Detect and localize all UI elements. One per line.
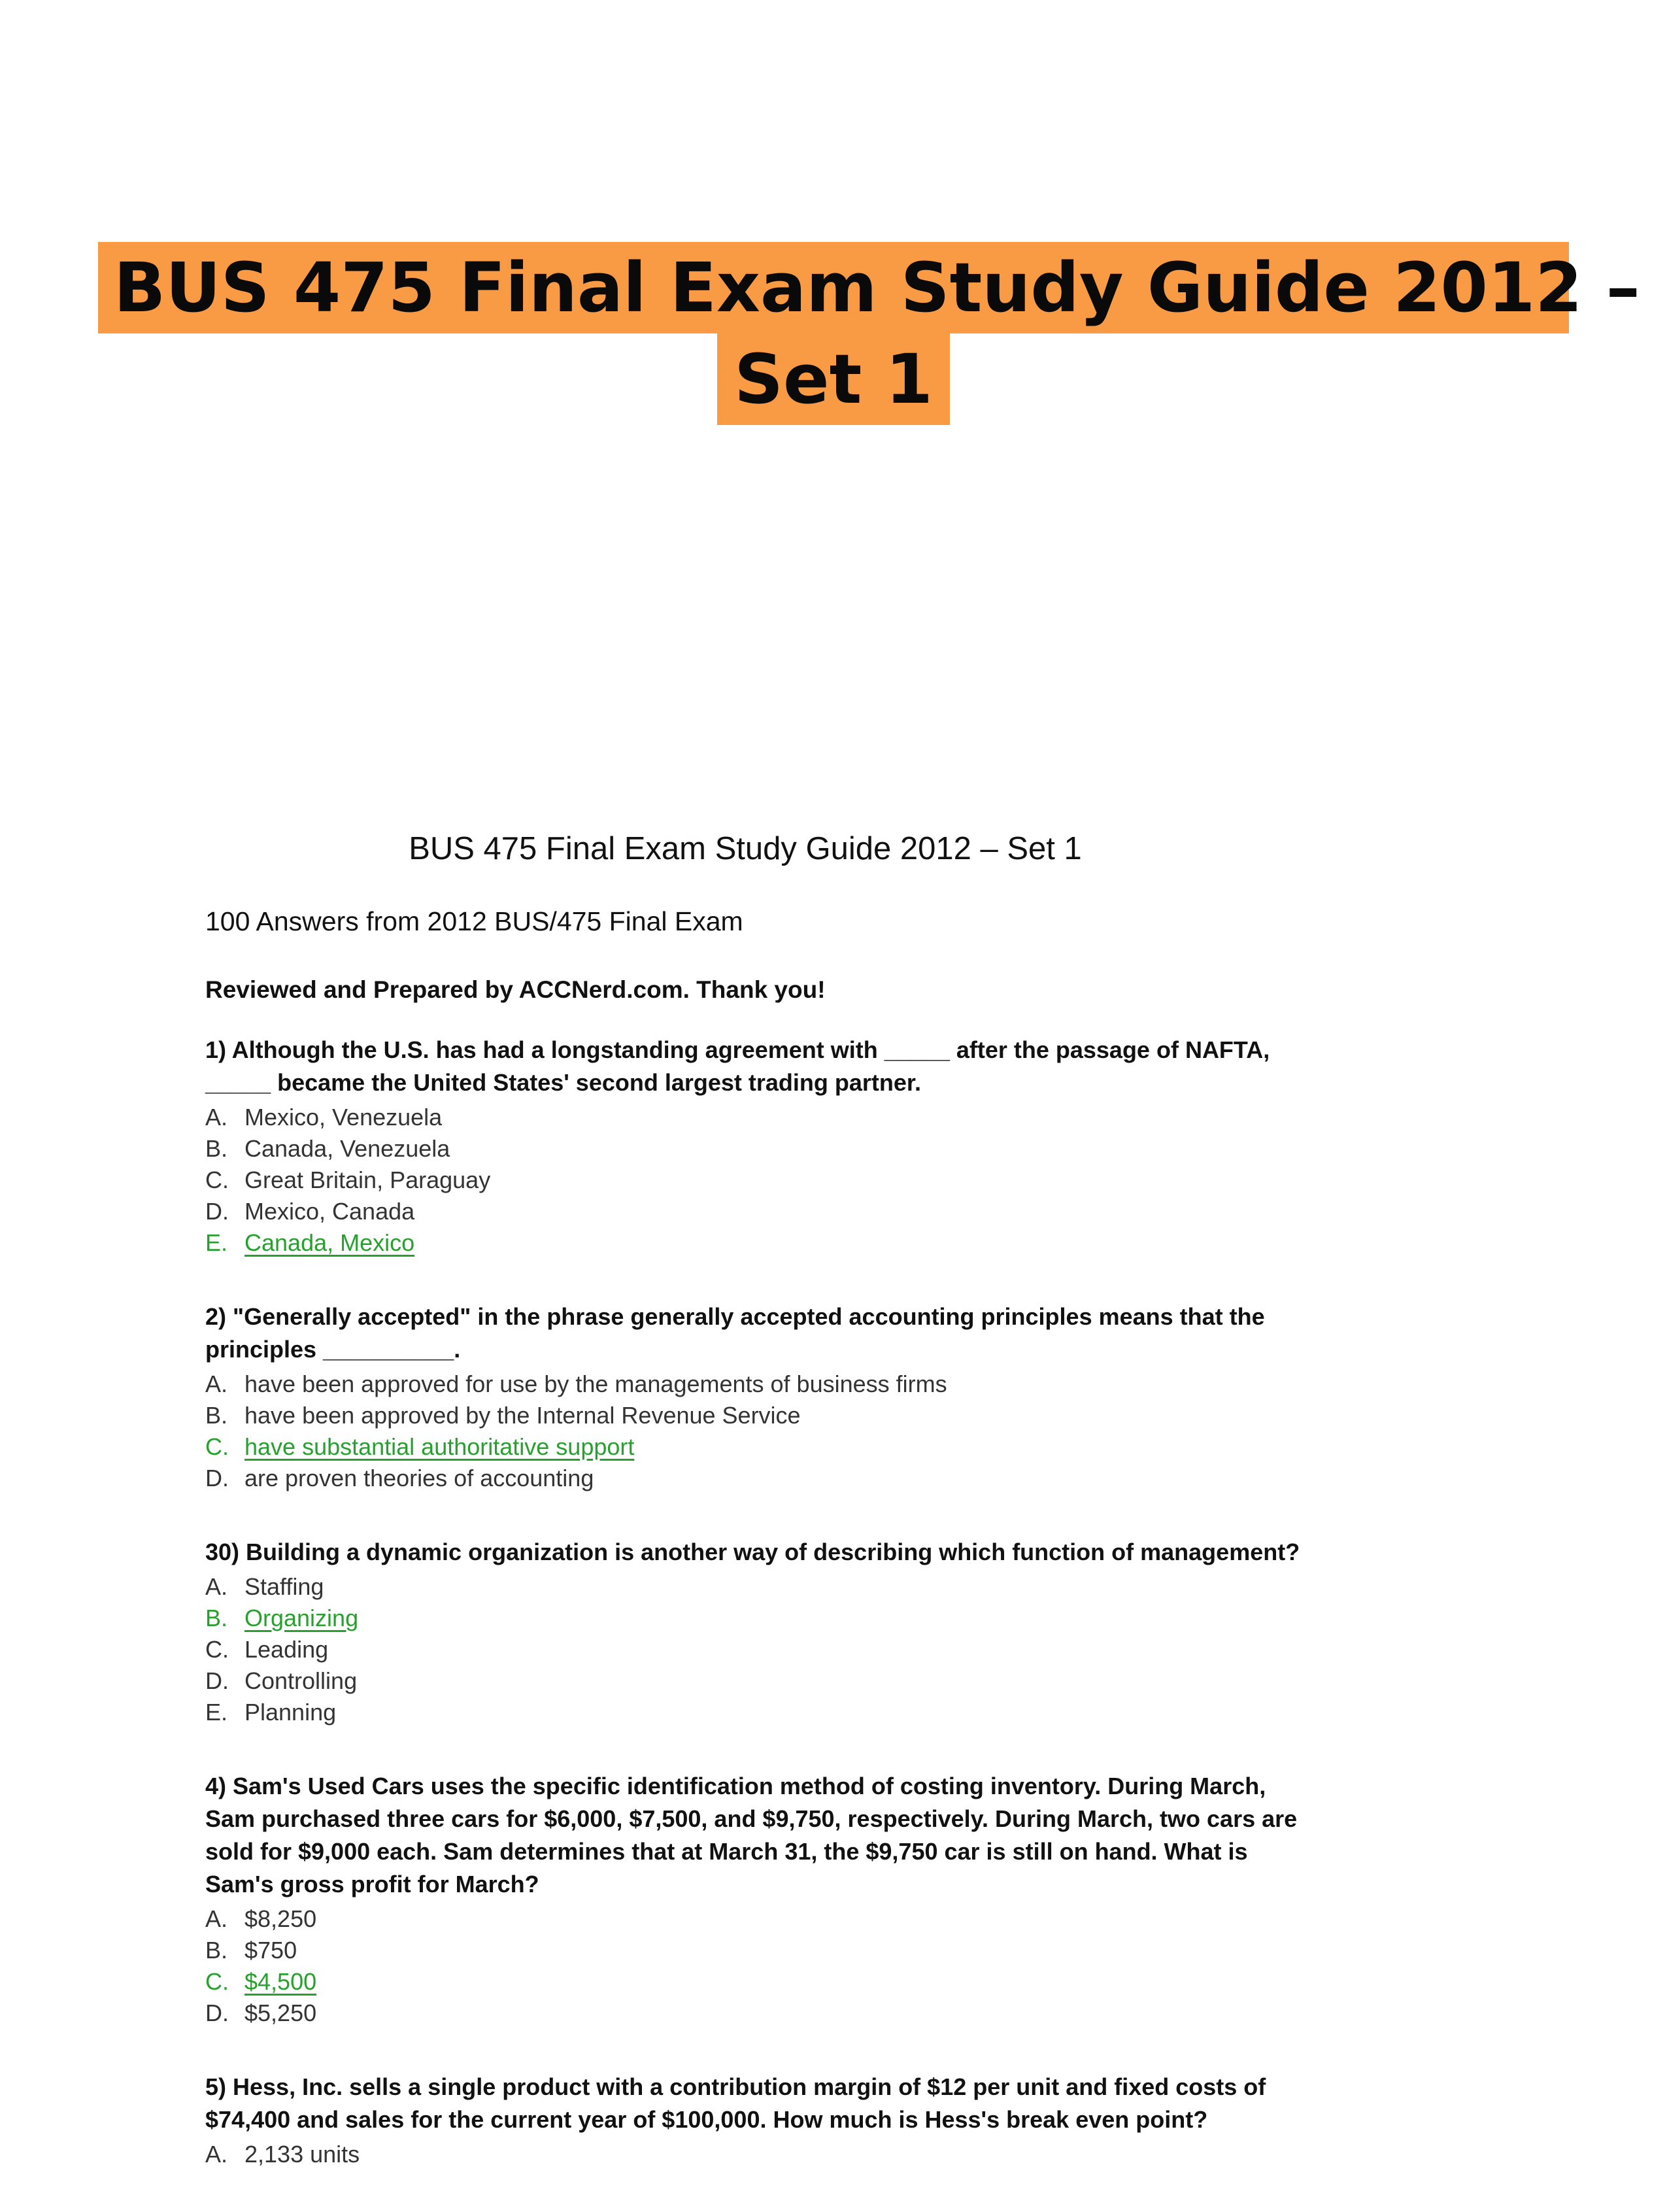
option-letter: C. [205,1636,229,1663]
option-text: Mexico, Venezuela [244,1104,443,1131]
option-letter: C. [205,1968,229,1995]
answer-option [205,2139,1317,2170]
correct-answer-option [205,1603,1317,1634]
option-letter: A. [205,1104,228,1131]
answer-option [205,1998,1317,2029]
option-text: 2,133 units [244,2141,360,2168]
option-letter: B. [205,1605,228,1631]
answer-option [205,1903,1317,1935]
answer-options [205,2139,1317,2170]
question-text: 1) Although the U.S. has had a longstanding agreement with _____ after the passage of NAFTA, _____ became the United States' second largest trading partner. [205,1036,1270,1096]
page-title [0,242,1667,425]
option-letter: A. [205,1905,228,1932]
answer-options [205,1369,1317,1494]
question-item [205,1770,1317,2029]
option-letter: E. [205,1229,228,1256]
option-letter: B. [205,1135,228,1162]
answer-option [205,1165,1317,1196]
correct-answer-option [205,1227,1317,1259]
correct-answer-option [205,1431,1317,1463]
answer-option [205,1571,1317,1603]
document-body [205,830,1317,2212]
answer-option [205,1935,1317,1966]
option-text: $5,250 [244,1999,317,2026]
document-title: BUS 475 Final Exam Study Guide 2012 – Set 1 [409,831,1082,866]
question-item [205,1536,1317,1728]
option-text: Canada, Mexico [244,1229,415,1256]
option-text: $4,500 [244,1968,317,1995]
option-letter: D. [205,1465,229,1491]
answer-option [205,1369,1317,1400]
option-letter: C. [205,1433,229,1460]
option-text: Leading [244,1636,329,1663]
question-item [205,2071,1317,2170]
option-letter: A. [205,2141,228,2168]
option-text: $750 [244,1937,297,1964]
title-line-2: Set 1 [717,333,950,425]
option-text: Organizing [244,1605,359,1631]
answer-options [205,1571,1317,1728]
answer-option [205,1665,1317,1697]
answer-option [205,1400,1317,1431]
answer-option [205,1697,1317,1728]
option-text: have substantial authoritative support [244,1433,635,1460]
option-text: Mexico, Canada [244,1198,415,1225]
answer-option [205,1634,1317,1665]
option-letter: D. [205,1667,229,1694]
option-text: Canada, Venezuela [244,1135,450,1162]
option-text: Controlling [244,1667,358,1694]
option-letter: A. [205,1370,228,1397]
question-text: 30) Building a dynamic organization is another way of describing which function of management? [205,1539,1300,1565]
answer-options [205,1903,1317,2029]
option-text: are proven theories of accounting [244,1465,594,1491]
reviewed-by-note: Reviewed and Prepared by ACCNerd.com. Thank you! [205,976,826,1003]
answer-option [205,1133,1317,1165]
option-letter: B. [205,1402,228,1429]
question-text: 4) Sam's Used Cars uses the specific identification method of costing inventory. During March, Sam purchased three cars for $6,000, $7,500, and $9,750, respectively. During March, two cars are sold for $9,000 each. Sam determines that at March 31, the $9,750 car is still on hand. What is Sam's gross profit for March? [205,1773,1298,1897]
answer-option [205,1102,1317,1133]
option-text: have been approved for use by the managements of business firms [244,1370,947,1397]
option-text: Planning [244,1699,337,1726]
option-letter: A. [205,1573,228,1600]
answer-option [205,1196,1317,1227]
document-subtitle: 100 Answers from 2012 BUS/475 Final Exam [205,906,743,936]
option-text: $8,250 [244,1905,317,1932]
question-item [205,1034,1317,1259]
option-letter: D. [205,1198,229,1225]
question-list [205,1034,1317,2170]
option-letter: B. [205,1937,228,1964]
option-letter: E. [205,1699,228,1726]
correct-answer-option [205,1966,1317,1998]
question-item [205,1301,1317,1494]
title-line-1: BUS 475 Final Exam Study Guide 2012 – [98,242,1569,333]
option-letter: C. [205,1166,229,1193]
option-text: Staffing [244,1573,324,1600]
answer-option [205,1463,1317,1494]
option-letter: D. [205,1999,229,2026]
option-text: have been approved by the Internal Revenue Service [244,1402,801,1429]
option-text: Great Britain, Paraguay [244,1166,491,1193]
answer-options [205,1102,1317,1259]
question-text: 2) "Generally accepted" in the phrase generally accepted accounting principles means that the principles __________. [205,1303,1265,1363]
question-text: 5) Hess, Inc. sells a single product with a contribution margin of $12 per unit and fixed costs of $74,400 and sales for the current year of $100,000. How much is Hess's break even point? [205,2073,1266,2133]
